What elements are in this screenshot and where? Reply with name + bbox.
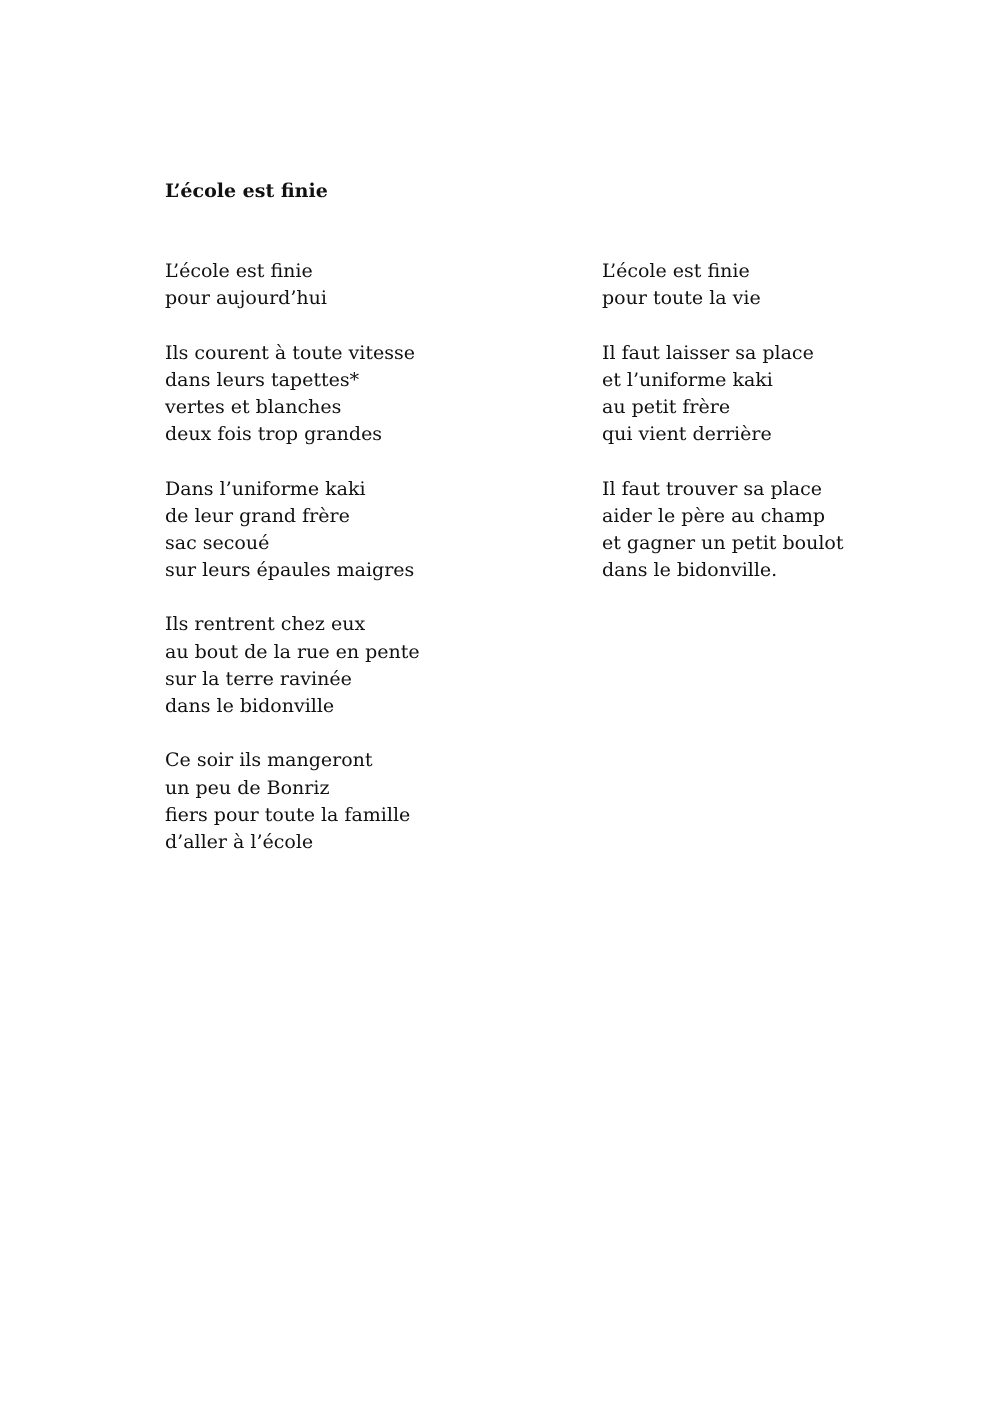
poem-line: et l’uniforme kaki <box>602 368 773 391</box>
poem-line: Il faut laisser sa place <box>602 341 814 364</box>
poem-line: d’aller à l’école <box>165 830 314 853</box>
stanza <box>165 476 525 585</box>
poem-line: dans le bidonville. <box>602 559 778 582</box>
poem-line: dans leurs tapettes* <box>165 368 360 391</box>
poem-line: Ce soir ils mangeront <box>165 749 373 772</box>
poem-line: sur la terre ravinée <box>165 667 352 690</box>
poem-line: pour aujourd’hui <box>165 287 327 310</box>
poem-line: sac secoué <box>165 531 270 554</box>
poem-line: qui vient derrière <box>602 423 772 446</box>
stanza <box>602 258 962 312</box>
poem-line: deux fois trop grandes <box>165 423 383 446</box>
stanza <box>165 258 525 312</box>
poem-line: L’école est finie <box>165 260 313 282</box>
poem-line: L’école est finie <box>602 260 750 282</box>
poem-line: sur leurs épaules maigres <box>165 559 415 582</box>
poem-title: L’école est finie <box>165 180 328 202</box>
poem-line: Ils courent à toute vitesse <box>165 341 415 364</box>
stanza <box>165 340 525 449</box>
poem-line: fiers pour toute la famille <box>165 803 411 826</box>
stanza <box>602 476 962 585</box>
poem-line: aider le père au champ <box>602 504 826 527</box>
poem-line: de leur grand frère <box>165 504 350 527</box>
poem-line: dans le bidonville <box>165 695 335 717</box>
poem-line: Ils rentrent chez eux <box>165 613 366 636</box>
poem-line: Dans l’uniforme kaki <box>165 477 366 500</box>
poem-line: au petit frère <box>602 395 731 418</box>
poem-line: vertes et blanches <box>165 395 342 418</box>
poem-line: un peu de Bonriz <box>165 776 330 799</box>
poem-column-right <box>602 258 962 611</box>
poem-line: Il faut trouver sa place <box>602 477 822 500</box>
stanza <box>165 611 525 720</box>
poem-line: et gagner un petit boulot <box>602 531 844 554</box>
stanza <box>602 340 962 449</box>
poem-line: pour toute la vie <box>602 287 761 310</box>
poem-column-left <box>165 258 525 883</box>
poem-line: au bout de la rue en pente <box>165 640 420 663</box>
stanza <box>165 747 525 856</box>
